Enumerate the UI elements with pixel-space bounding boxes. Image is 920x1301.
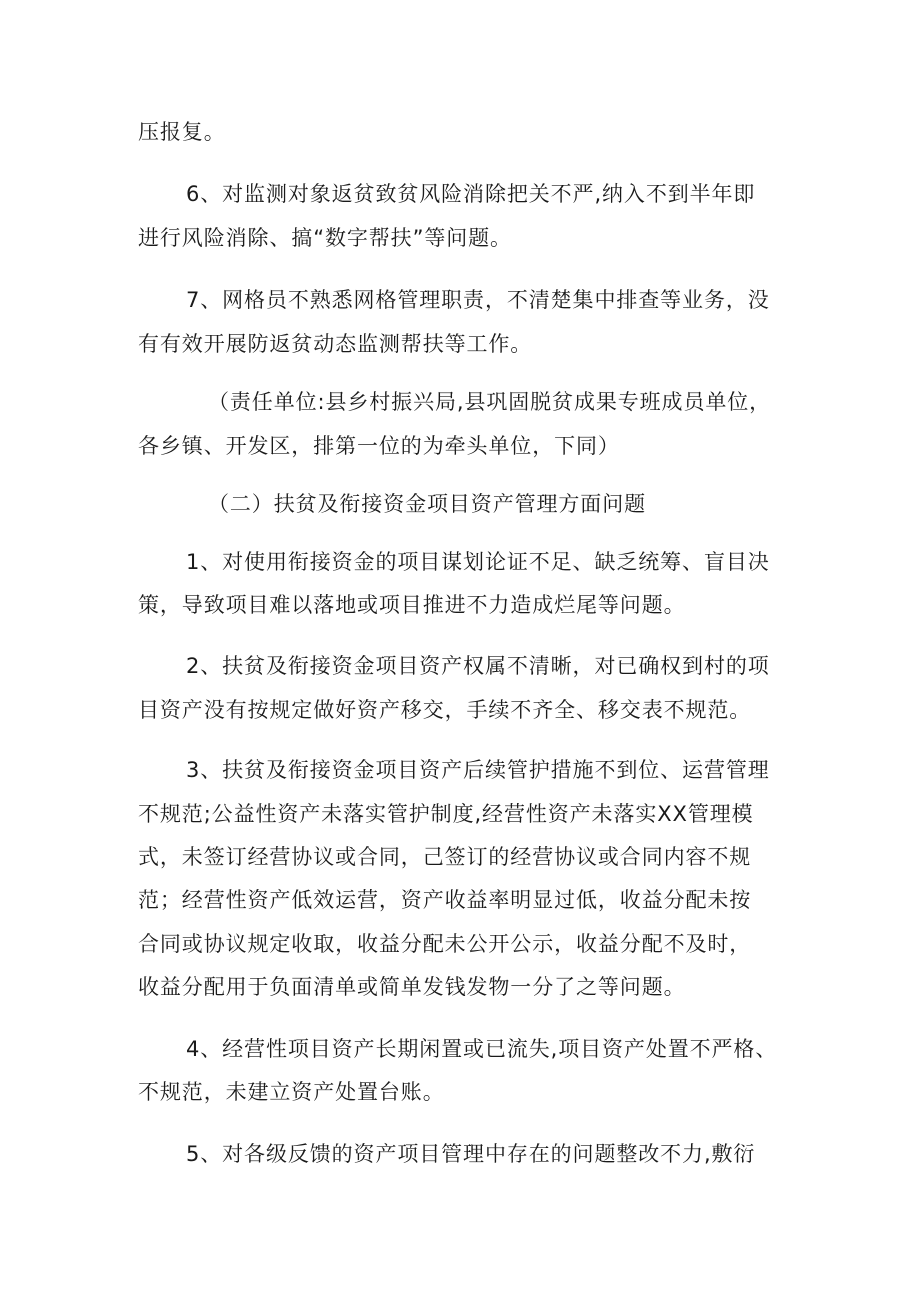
text-line: 2、扶贫及衔接资金项目资产权属不清晰，对已确权到村的项 <box>186 654 770 678</box>
text-line: 目资产没有按规定做好资产移交，手续不齐全、移交表不规范。 <box>138 698 752 722</box>
text-line: 不规范;公益性资产未落实管护制度,经营性资产未落实XX管理模 <box>138 802 754 826</box>
text-line: 进行风险消除、搞“数字帮扶”等问题。 <box>138 226 512 250</box>
text-line: 式，未签订经营协议或合同，己签订的经营协议或合同内容不规 <box>138 845 752 869</box>
text-line: 合同或协议规定收取，收益分配未公开公示，收益分配不及时， <box>138 932 752 956</box>
text-line: （责任单位:县乡村振兴局,县巩固脱贫成果专班成员单位， <box>208 390 772 414</box>
section-heading: （二）扶贫及衔接资金项目资产管理方面问题 <box>208 492 646 516</box>
text-line: 7、网格员不熟悉网格管理职责，不清楚集中排查等业务，没 <box>186 288 770 312</box>
text-line: 3、扶贫及衔接资金项目资产后续管护措施不到位、运营管理 <box>186 758 770 782</box>
text-line: 不规范，未建立资产处置台账。 <box>138 1080 445 1104</box>
text-line: 6、对监测对象返贫致贫风险消除把关不严,纳入不到半年即 <box>186 182 756 206</box>
text-line: 策，导致项目难以落地或项目推进不力造成烂尾等问题。 <box>138 593 686 617</box>
text-line: 5、对各级反馈的资产项目管理中存在的问题整改不力,敷衍 <box>186 1142 756 1166</box>
text-line: 各乡镇、开发区，排第一位的为牵头单位，下同） <box>138 434 620 458</box>
text-line: 4、经营性项目资产长期闲置或已流失,项目资产处置不严格、 <box>186 1037 778 1061</box>
text-line: 收益分配用于负面清单或简单发钱发物一分了之等问题。 <box>138 975 686 999</box>
text-line: 1、对使用衔接资金的项目谋划论证不足、缺乏统筹、盲目决 <box>186 550 770 574</box>
text-line: 压报复。 <box>138 120 226 144</box>
text-line: 范；经营性资产低效运营，资产收益率明显过低，收益分配未按 <box>138 888 752 912</box>
text-line: 有有效开展防返贫动态监测帮扶等工作。 <box>138 332 533 356</box>
